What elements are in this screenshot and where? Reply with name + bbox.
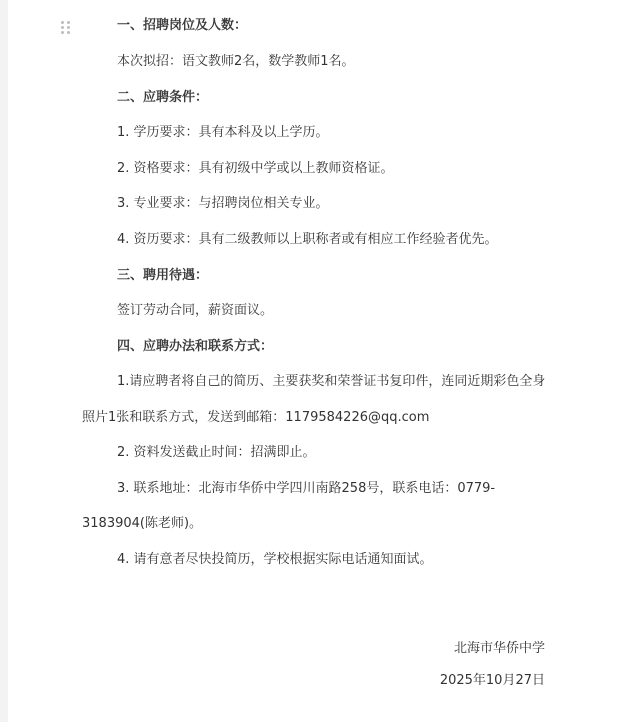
- requirement-qualification: 2. 资格要求：具有初级中学或以上教师资格证。: [117, 161, 394, 176]
- section1-title: 一、招聘岗位及人数：: [117, 18, 248, 33]
- requirement-experience: 4. 资历要求：具有二级教师以上职称者或有相应工作经验者优先。: [117, 232, 498, 247]
- application-step4: 4. 请有意者尽快投简历，学校根据实际电话通知面试。: [117, 552, 433, 567]
- requirement-education: 1. 学历要求：具有本科及以上学历。: [117, 125, 329, 140]
- document-page: [8, 0, 619, 722]
- signature-organization: 北海市华侨中学: [453, 641, 545, 656]
- signature-date: 2025年10月27日: [439, 673, 545, 688]
- application-step3-line1: 3. 联系地址：北海市华侨中学四川南路258号，联系电话：0779-: [117, 481, 496, 496]
- application-step1-line1: 1.请应聘者将自己的简历、主要获奖和荣誉证书复印件，连同近期彩色全身: [117, 374, 546, 389]
- section3-body: 签订劳动合同，薪资面议。: [117, 303, 274, 318]
- drag-handle-icon[interactable]: [60, 20, 74, 36]
- section3-title: 三、聘用待遇：: [117, 268, 209, 283]
- application-step3-line2: 3183904(陈老师)。: [82, 516, 203, 531]
- section4-title: 四、应聘办法和联系方式：: [117, 339, 274, 354]
- application-step2: 2. 资料发送截止时间：招满即止。: [117, 445, 316, 460]
- section2-title: 二、应聘条件：: [117, 90, 209, 105]
- requirement-major: 3. 专业要求：与招聘岗位相关专业。: [117, 196, 329, 211]
- application-step1-line2: 照片1张和联系方式，发送到邮箱：1179584226@qq.com: [82, 410, 430, 425]
- section1-body: 本次拟招：语文教师2名，数学教师1名。: [117, 54, 355, 69]
